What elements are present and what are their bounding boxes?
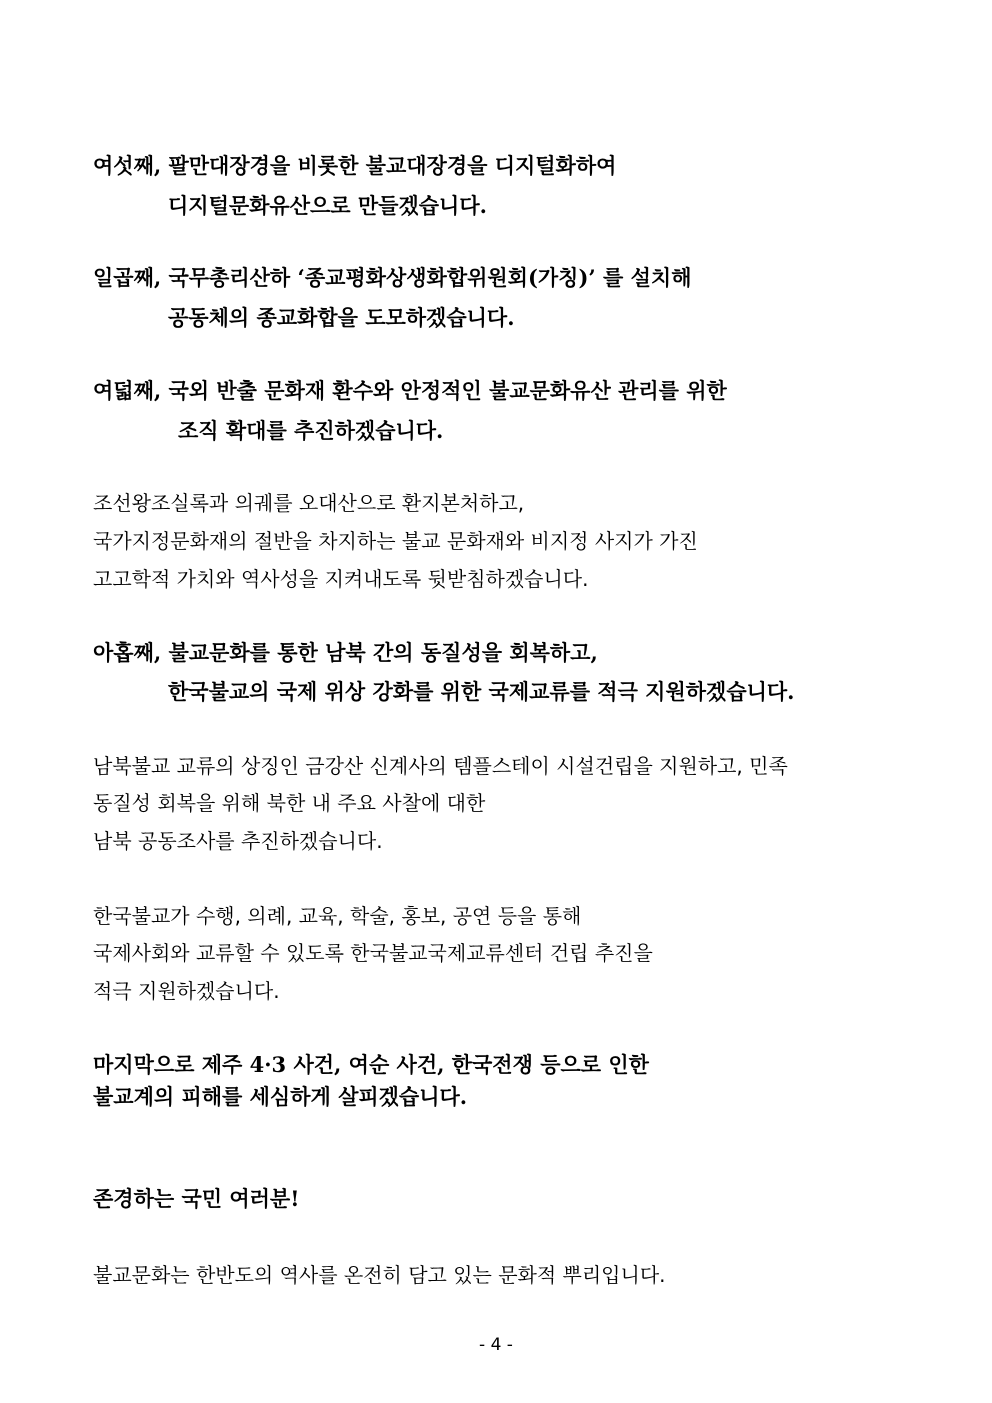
ninth-body1-line3: 남북 공동조사를 추진하겠습니다. [93,829,383,853]
ninth-body1-line1: 남북불교 교류의 상징인 금강산 신계사의 템플스테이 시설건립을 지원하고, 민족 [93,754,788,778]
last-heading-line2: 불교계의 피해를 세심하게 살피겠습니다. [93,1084,468,1109]
ninth-heading-line2: 한국불교의 국제 위상 강화를 위한 국제교류를 적극 지원하겠습니다. [168,679,795,704]
sixth-heading-line2: 디지털문화유산으로 만들겠습니다. [168,193,487,218]
eighth-body-line3: 고고학적 가치와 역사성을 지켜내도록 뒷받침하겠습니다. [93,567,589,591]
seventh-heading-line2: 공동체의 종교화합을 도모하겠습니다. [168,305,515,330]
sixth-heading-line1: 여섯째, 팔만대장경을 비롯한 불교대장경을 디지털화하여 [93,153,617,178]
closing-line: 불교문화는 한반도의 역사를 온전히 담고 있는 문화적 뿌리입니다. [93,1263,666,1287]
ninth-body2-line2: 국제사회와 교류할 수 있도록 한국불교국제교류센터 건립 추진을 [93,941,653,965]
eighth-heading-line1: 여덟째, 국외 반출 문화재 환수와 안정적인 불교문화유산 관리를 위한 [93,378,727,403]
ninth-body2-line1: 한국불교가 수행, 의례, 교육, 학술, 홍보, 공연 등을 통해 [93,904,582,928]
ninth-body2-line3: 적극 지원하겠습니다. [93,979,280,1003]
last-heading-line1: 마지막으로 제주 4·3 사건, 여순 사건, 한국전쟁 등으로 인한 [93,1052,649,1077]
ninth-heading-line1: 아홉째, 불교문화를 통한 남북 간의 동질성을 회복하고, [93,640,598,665]
eighth-body-line1: 조선왕조실록과 의궤를 오대산으로 환지본처하고, [93,491,525,515]
eighth-heading-line2: 조직 확대를 추진하겠습니다. [178,418,444,443]
page-number: - 4 - [479,1335,513,1355]
eighth-body-line2: 국가지정문화재의 절반을 차지하는 불교 문화재와 비지정 사지가 가진 [93,529,698,553]
address-line: 존경하는 국민 여러분! [93,1186,300,1211]
seventh-heading-line1: 일곱째, 국무총리산하 ‘종교평화상생화합위원회(가칭)’ 를 설치해 [93,265,692,290]
ninth-body1-line2: 동질성 회복을 위해 북한 내 주요 사찰에 대한 [93,791,486,815]
